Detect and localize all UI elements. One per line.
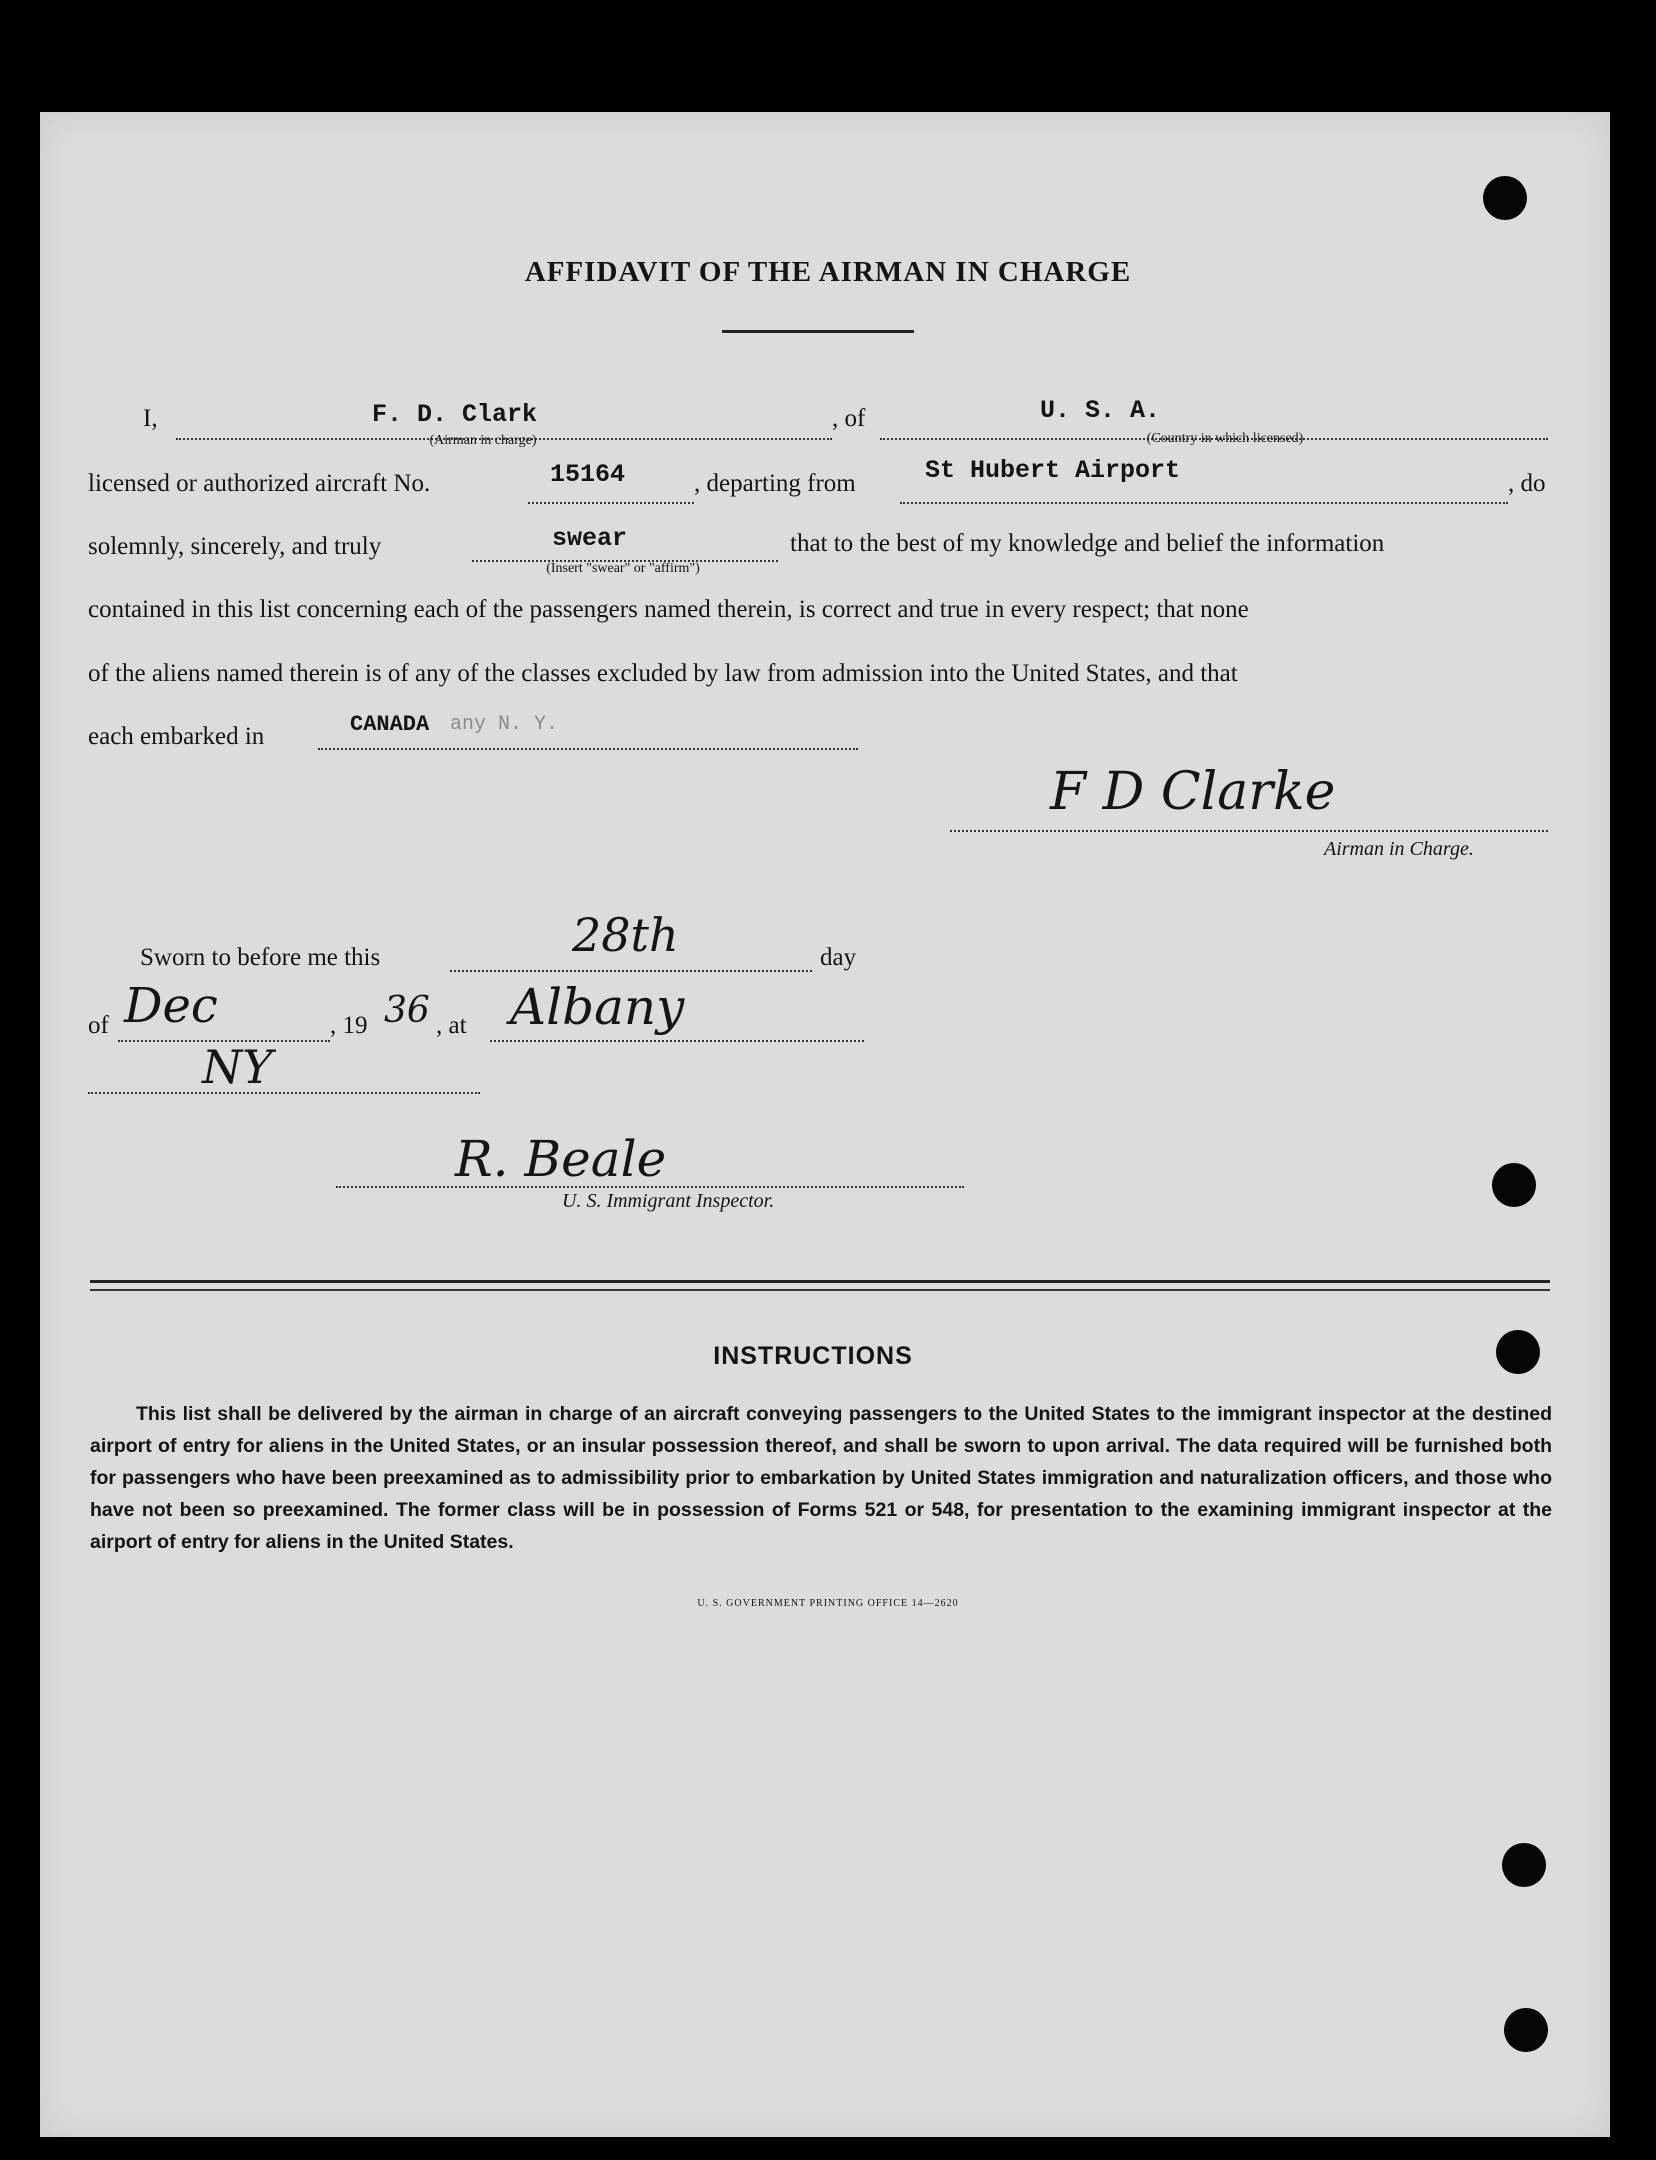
- line6-prefix: each embarked in: [88, 723, 265, 750]
- embarked-in-value: CANADA: [350, 712, 430, 737]
- struck-embarked-text: any N. Y.: [450, 713, 559, 736]
- line2-prefix: licensed or authorized aircraft No.: [88, 470, 431, 497]
- line1-of-label: , of: [832, 405, 866, 432]
- line2-departing-label: , departing from: [694, 470, 856, 497]
- oath-value: swear: [552, 524, 628, 553]
- line3-prefix: solemnly, sincerely, and truly: [88, 533, 382, 560]
- airman-signature: F D Clarke: [1050, 762, 1336, 822]
- line1-prefix: I,: [143, 405, 158, 432]
- printer-imprint: U. S. GOVERNMENT PRINTING OFFICE 14—2620: [697, 1598, 959, 1609]
- line5-text: of the aliens named therein is of any of the classes excluded by law from admission into the United States, and that: [88, 660, 1238, 687]
- airman-signature-caption: Airman in Charge.: [1324, 838, 1474, 860]
- sworn-at-label: , at: [436, 1012, 467, 1039]
- line4-text: contained in this list concerning each of the passengers named therein, is correct and true in every respect; that none: [88, 596, 1249, 623]
- line2-suffix: , do: [1508, 470, 1546, 497]
- sworn-of-label: of: [88, 1012, 109, 1039]
- sworn-prefix: Sworn to before me this: [140, 944, 381, 971]
- punch-hole: [1492, 1163, 1536, 1207]
- punch-hole: [1504, 2008, 1548, 2052]
- inspector-signature: R. Beale: [455, 1130, 667, 1188]
- country-caption: (Country in which licensed): [1146, 431, 1304, 446]
- sworn-place-line2-field[interactable]: [88, 1062, 480, 1094]
- inspector-signature-line: [336, 1186, 964, 1188]
- inspector-signature-caption: U. S. Immigrant Inspector.: [562, 1190, 775, 1212]
- country-value: U. S. A.: [1040, 396, 1161, 425]
- airman-name-caption: (Airman in charge): [429, 433, 537, 448]
- airman-signature-line: [950, 830, 1548, 832]
- line3-suffix: that to the best of my knowledge and belief the information: [790, 530, 1385, 557]
- sworn-place-line2-value: NY: [202, 1040, 273, 1094]
- title-underline: [722, 330, 914, 333]
- sworn-place-value: Albany: [510, 978, 685, 1036]
- punch-hole: [1502, 1843, 1546, 1887]
- sworn-day-label: day: [820, 944, 857, 971]
- instructions-body: This list shall be delivered by the airman in charge of an aircraft conveying passengers to the United States to the immigrant inspector at the destined airport of entry for aliens in the United States, or an insular possession thereof, and shall be sworn to upon arrival. The data required will be furnished both for passengers who have been preexamined as to admissibility prior to embarkation by United States immigration and naturalization officers, and those who have not been so preexamined. The former class will be in possession of Forms 521 or 548, for presentation to the examining immigrant inspector at the airport of entry for aliens in the United States.: [90, 1403, 1552, 1553]
- sworn-month-value: Dec: [124, 978, 218, 1034]
- sworn-day-value: 28th: [572, 908, 679, 962]
- aircraft-no-value: 15164: [550, 460, 626, 489]
- sworn-year-prefix: , 19: [330, 1012, 368, 1039]
- section-divider: [90, 1280, 1550, 1291]
- instructions-title: INSTRUCTIONS: [713, 1342, 913, 1370]
- form-title: AFFIDAVIT OF THE AIRMAN IN CHARGE: [524, 256, 1132, 288]
- punch-hole: [1483, 176, 1527, 220]
- oath-caption: (Insert "swear" or "affirm"): [546, 561, 700, 576]
- departing-from-value: St Hubert Airport: [925, 456, 1181, 485]
- airman-name-value: F. D. Clark: [372, 400, 538, 429]
- sworn-year-value: 36: [384, 990, 430, 1031]
